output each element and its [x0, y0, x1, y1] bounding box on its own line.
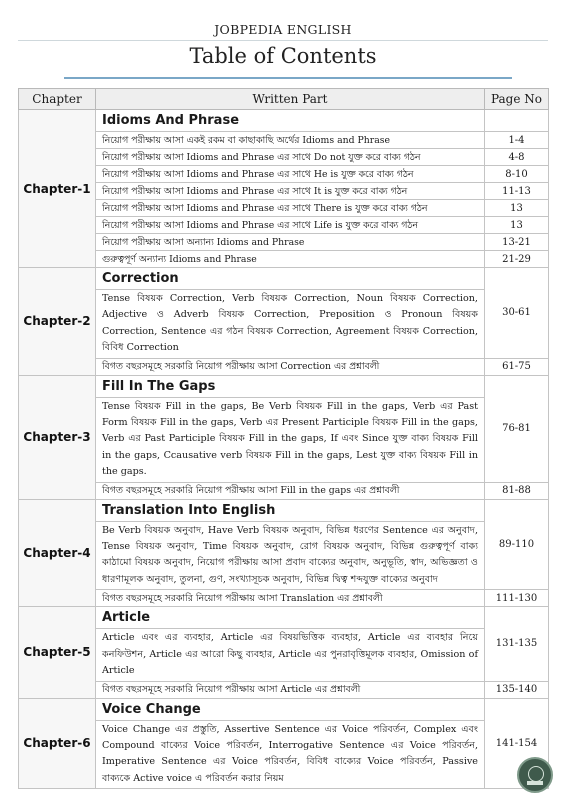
chapter-5-heading-row: [19, 607, 549, 629]
topic-paragraph: Article এবং এর ব্যবহার, Article এর বিষয়ভিত্তিক ব্যবহার, Article এর ব্যবহার নিয়ে কনফিউশন, Article এর আরো কিছু ব্যবহার, Article এর পুনরাবৃত্তিমূলক ব্যবহার, Omission of Article: [96, 629, 485, 681]
chapter-heading: Idioms And Phrase: [96, 110, 485, 132]
table-row: [19, 521, 549, 590]
chapter-heading: Fill In The Gaps: [96, 375, 485, 397]
column-header-page-no: Page No: [485, 89, 549, 110]
table-row: [19, 482, 549, 499]
column-header-chapter: Chapter: [19, 89, 96, 110]
chapter-4-heading-row: [19, 499, 549, 521]
topic-item: নিয়োগ পরীক্ষায় আসা একই রকম বা কাছাকাছি অর্থের Idioms and Phrase: [96, 132, 485, 149]
table-row: [19, 149, 549, 166]
topic-item: নিয়োগ পরীক্ষায় আসা Idioms and Phrase এর সাথে Do not যুক্ত করে বাক্য গঠন: [96, 149, 485, 166]
table-header-row: [19, 89, 549, 110]
chapter-heading: Translation Into English: [96, 499, 485, 521]
previous-questions-item: বিগত বছরসমূহে সরকারি নিয়োগ পরীক্ষায় আসা Translation এর প্রশ্নাবলী: [96, 590, 485, 607]
topic-item: নিয়োগ পরীক্ষায় আসা Idioms and Phrase এর সাথে It is যুক্ত করে বাক্য গঠন: [96, 183, 485, 200]
chapter-heading: Correction: [96, 268, 485, 290]
table-row: [19, 183, 549, 200]
table-row: [19, 234, 549, 251]
page-number: 30-61: [485, 268, 549, 359]
table-row: [19, 590, 549, 607]
table-row: [19, 681, 549, 698]
topic-paragraph: Tense বিষয়ক Fill in the gaps, Be Verb বিষয়ক Fill in the gaps, Verb এর Past Form বিষয়ক Fill in the gaps, Verb এর Present Participle বিষয়ক Fill in the gaps, Verb এর Past Participle বিষয়ক Fill in the gaps, If এবং Since যুক্ত বাক্য বিষয়ক Fill in the gaps, Ccausative verb বিষয়ক Fill in the gaps, Lest যুক্ত বাক্য বিষয়ক Fill in the gaps.: [96, 397, 485, 482]
topic-paragraph: Voice Change এর প্রস্তুতি, Assertive Sentence এর Voice পরিবর্তন, Complex এবং Compound বাক্যের Voice পরিবর্তন, Interrogative Sentence এর Voice পরিবর্তন, Imperative Sentence এর Voice পরিবর্তন, বিবিধ বাক্যের Voice পরিবর্তন, Passive বাক্যকে Active voice এ পরিবর্তন করার নিয়ম: [96, 720, 485, 789]
topic-item: নিয়োগ পরীক্ষায় আসা Idioms and Phrase এর সাথে There is যুক্ত করে বাক্য গঠন: [96, 200, 485, 217]
page-number: 135-140: [485, 681, 549, 698]
page-number: 61-75: [485, 358, 549, 375]
header-divider: [18, 40, 548, 41]
page-number: 13: [485, 200, 549, 217]
topic-paragraph: Tense বিষয়ক Correction, Verb বিষয়ক Correction, Noun বিষয়ক Correction, Adjective ও Adverb বিষয়ক Correction, Preposition ও Pronoun বিষয়ক Correction, Sentence এর গঠন বিষয়ক Correction, Agreement বিষয়ক Correction, বিবিধ Correction: [96, 290, 485, 359]
table-row: [19, 132, 549, 149]
table-row: [19, 290, 549, 359]
page-number: 11-13: [485, 183, 549, 200]
page-number: 1-4: [485, 132, 549, 149]
page-title: Table of Contents: [189, 44, 377, 68]
chapter-label: Chapter-2: [19, 268, 96, 376]
topic-item: গুরুত্বপূর্ণ অন্যান্য Idioms and Phrase: [96, 251, 485, 268]
page-number: 111-130: [485, 590, 549, 607]
page-number: 4-8: [485, 149, 549, 166]
table-row: [19, 251, 549, 268]
topic-item: নিয়োগ পরীক্ষায় আসা Idioms and Phrase এর সাথে Life is যুক্ত করে বাক্য গঠন: [96, 217, 485, 234]
chapter-3-heading-row: [19, 375, 549, 397]
topic-item: নিয়োগ পরীক্ষায় আসা অন্যান্য Idioms and Phrase: [96, 234, 485, 251]
publisher-logo-icon: [517, 757, 553, 793]
title-underline: [64, 77, 512, 79]
page-number: 81-88: [485, 482, 549, 499]
previous-questions-item: বিগত বছরসমূহে সরকারি নিয়োগ পরীক্ষায় আসা Correction এর প্রশ্নাবলী: [96, 358, 485, 375]
chapter-6-heading-row: [19, 698, 549, 720]
chapter-heading: Voice Change: [96, 698, 485, 720]
page-number: 141-154: [485, 698, 549, 789]
table-row: [19, 397, 549, 482]
previous-questions-item: বিগত বছরসমূহে সরকারি নিয়োগ পরীক্ষায় আসা Fill in the gaps এর প্রশ্নাবলী: [96, 482, 485, 499]
table-row: [19, 358, 549, 375]
previous-questions-item: বিগত বছরসমূহে সরকারি নিয়োগ পরীক্ষায় আসা Article এর প্রশ্নাবলী: [96, 681, 485, 698]
page-number: 89-110: [485, 499, 549, 590]
chapter-label: Chapter-4: [19, 499, 96, 607]
chapter-2-heading-row: [19, 268, 549, 290]
table-row: [19, 200, 549, 217]
page-number: 13-21: [485, 234, 549, 251]
table-row: [19, 217, 549, 234]
table-row: [19, 166, 549, 183]
chapter-1-heading-row: [19, 110, 549, 132]
topic-item: নিয়োগ পরীক্ষায় আসা Idioms and Phrase এর সাথে He is যুক্ত করে বাক্য গঠন: [96, 166, 485, 183]
page-number: 76-81: [485, 375, 549, 482]
page-number: 21-29: [485, 251, 549, 268]
book-header: JOBPEDIA ENGLISH: [214, 22, 352, 37]
table-row: [19, 629, 549, 681]
chapter-label: Chapter-5: [19, 607, 96, 698]
page-number: 131-135: [485, 607, 549, 681]
table-row: [19, 720, 549, 789]
page-number: 8-10: [485, 166, 549, 183]
column-header-written-part: Written Part: [96, 89, 485, 110]
chapter-label: Chapter-1: [19, 110, 96, 268]
chapter-label: Chapter-3: [19, 375, 96, 499]
chapter-heading: Article: [96, 607, 485, 629]
chapter-label: Chapter-6: [19, 698, 96, 789]
page-number: 13: [485, 217, 549, 234]
topic-paragraph: Be Verb বিষয়ক অনুবাদ, Have Verb বিষয়ক অনুবাদ, বিভিন্ন ধরণের Sentence এর অনুবাদ, Tense বিষয়ক অনুবাদ, Time বিষয়ক অনুবাদ, রোগ বিষয়ক অনুবাদ, বিভিন্ন গুরুত্বপূর্ণ বাক্য কাঠামো বিষয়ক অনুবাদ, নিয়োগ পরীক্ষায় আসা প্রবাদ বাক্যের অনুবাদ, অনুভূতি, স্বাদ, অভিজ্ঞতা ও ধারণামূলক অনুবাদ, তুলনা, গুণ, সংখ্যাসূচক অনুবাদ, বিভিন্ন দ্বিত্ব শব্দযুক্ত বাক্যের অনুবাদ: [96, 521, 485, 590]
contents-table: [18, 88, 549, 789]
